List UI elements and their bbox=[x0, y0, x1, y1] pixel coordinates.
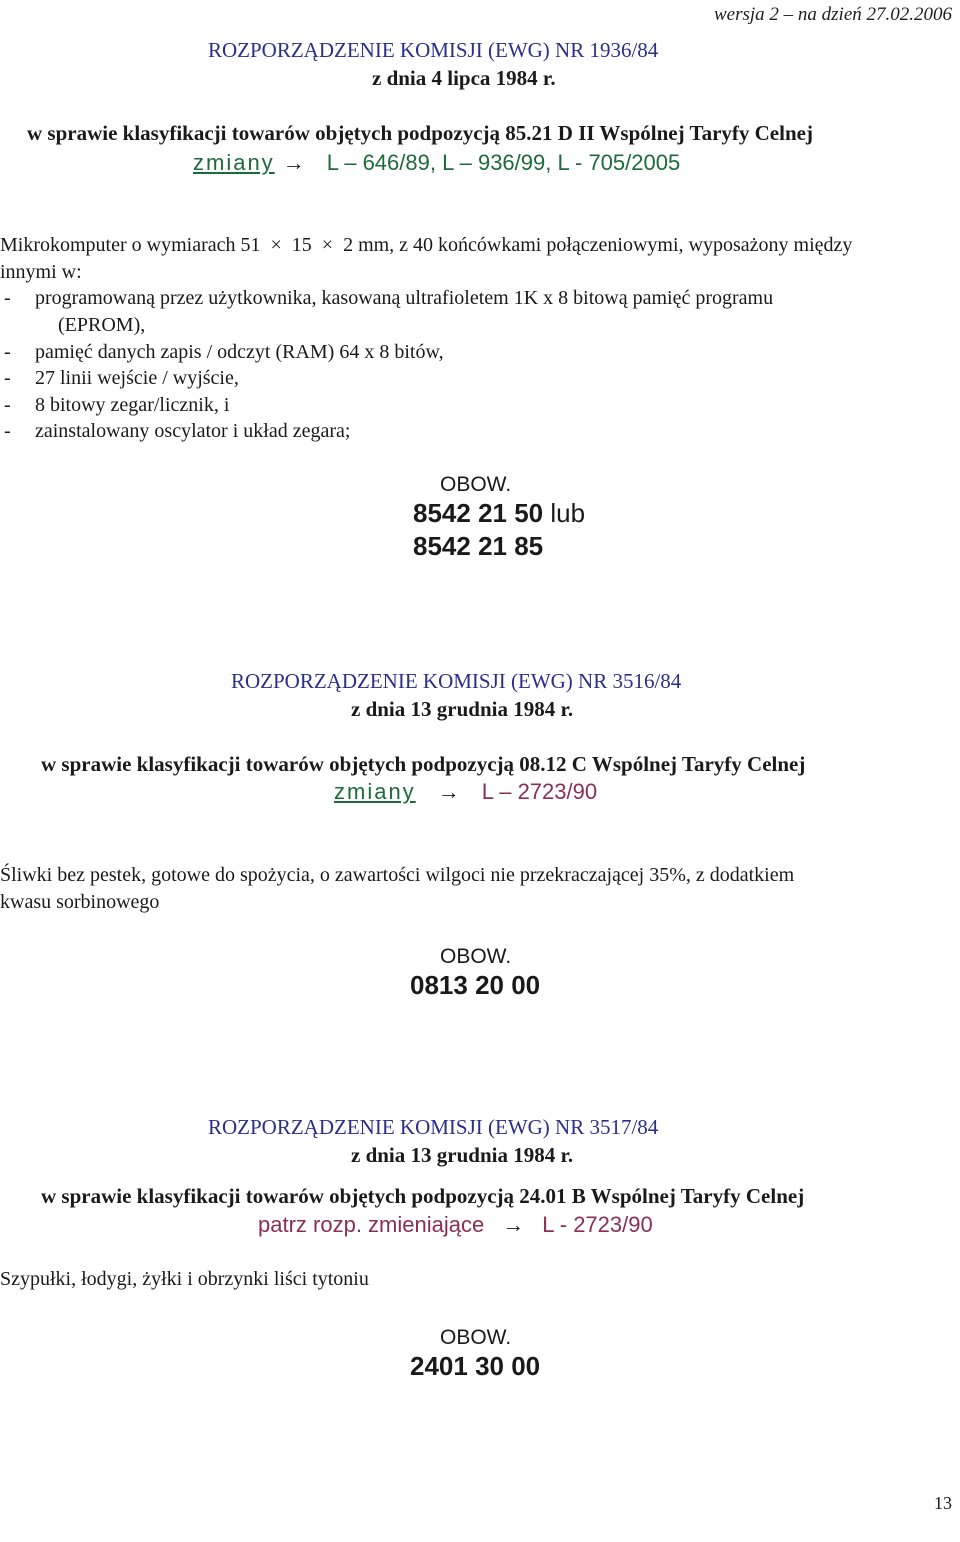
code-or: lub bbox=[550, 498, 586, 528]
regulation-date: z dnia 13 grudnia 1984 r. bbox=[351, 697, 574, 721]
list-item: pamięć danych zapis / odczyt (RAM) 64 x 8 bitów, bbox=[35, 341, 444, 363]
obow-label: OBOW. bbox=[440, 473, 512, 496]
regulation-title: ROZPORZĄDZENIE KOMISJI (EWG) NR 3516/84 bbox=[231, 669, 682, 693]
tariff-code: 0813 20 00 bbox=[410, 970, 541, 1000]
regulation-title: ROZPORZĄDZENIE KOMISJI (EWG) NR 1936/84 bbox=[208, 38, 659, 62]
times-icon: × bbox=[321, 234, 334, 256]
times-icon: × bbox=[270, 234, 282, 256]
tariff-code-1: 8542 21 50 bbox=[413, 498, 544, 528]
amendments-label: zmiany bbox=[193, 150, 275, 175]
list-item-dash: - bbox=[4, 367, 11, 389]
regulation-subject: w sprawie klasyfikacji towarów objętych podpozycją 24.01 B Wspólnej Taryfy Celnej bbox=[41, 1184, 805, 1208]
intro-text-3: 2 mm, z 40 końcówkami połączeniowymi, wyposażony między bbox=[343, 234, 853, 256]
description-text-line2: kwasu sorbinowego bbox=[0, 891, 160, 913]
obow-label: OBOW. bbox=[440, 1326, 512, 1349]
list-item-dash: - bbox=[4, 341, 11, 363]
list-item-continuation: (EPROM), bbox=[58, 314, 146, 336]
tariff-code bbox=[413, 498, 585, 529]
list-item: 8 bitowy zegar/licznik, i bbox=[35, 394, 230, 416]
intro-text-1: Mikrokomputer o wymiarach 51 bbox=[0, 234, 261, 256]
list-item-dash: - bbox=[4, 394, 11, 416]
amendments-line bbox=[193, 150, 680, 176]
amendments-refs: L - 2723/90 bbox=[542, 1212, 653, 1237]
list-item: zainstalowany oscylator i układ zegara; bbox=[35, 420, 351, 442]
regulation-subject: w sprawie klasyfikacji towarów objętych podpozycją 08.12 C Wspólnej Taryfy Celnej bbox=[41, 752, 806, 776]
amendments-line bbox=[334, 779, 597, 805]
regulation-title: ROZPORZĄDZENIE KOMISJI (EWG) NR 3517/84 bbox=[208, 1115, 659, 1139]
amendments-label: patrz rozp. zmieniające bbox=[258, 1212, 485, 1237]
list-item: 27 linii wejście / wyjście, bbox=[35, 367, 239, 389]
regulation-date: z dnia 13 grudnia 1984 r. bbox=[351, 1143, 574, 1167]
arrow-right-icon: → bbox=[437, 779, 460, 804]
arrow-right-icon: → bbox=[502, 1212, 525, 1237]
intro-text-2: 15 bbox=[291, 234, 312, 256]
amendments-line bbox=[258, 1212, 653, 1238]
page-number: 13 bbox=[934, 1493, 952, 1513]
amendments-refs: L – 646/89, L – 936/99, L - 705/2005 bbox=[326, 150, 681, 175]
amendments-label: zmiany bbox=[334, 779, 416, 804]
regulation-date: z dnia 4 lipca 1984 r. bbox=[372, 66, 556, 90]
description-text: Śliwki bez pestek, gotowe do spożycia, o zawartości wilgoci nie przekraczającej 35%, z dodatkiem bbox=[0, 864, 795, 886]
list-item-dash: - bbox=[4, 420, 11, 442]
obow-label: OBOW. bbox=[440, 945, 512, 968]
tariff-code-2: 8542 21 85 bbox=[413, 531, 544, 561]
description-intro-line2: innymi w: bbox=[0, 261, 82, 283]
arrow-right-icon: → bbox=[282, 150, 305, 175]
list-item: programowaną przez użytkownika, kasowaną ultrafioletem 1K x 8 bitową pamięć programu bbox=[35, 287, 774, 309]
description-intro bbox=[0, 234, 852, 257]
amendments-refs: L – 2723/90 bbox=[481, 779, 598, 804]
tariff-code: 2401 30 00 bbox=[410, 1351, 541, 1381]
version-note: wersja 2 – na dzień 27.02.2006 bbox=[713, 4, 952, 25]
list-item-dash: - bbox=[4, 287, 11, 309]
regulation-subject: w sprawie klasyfikacji towarów objętych podpozycją 85.21 D II Wspólnej Taryfy Celnej bbox=[27, 121, 813, 145]
description-text: Szypułki, łodygi, żyłki i obrzynki liści tytoniu bbox=[0, 1268, 369, 1290]
